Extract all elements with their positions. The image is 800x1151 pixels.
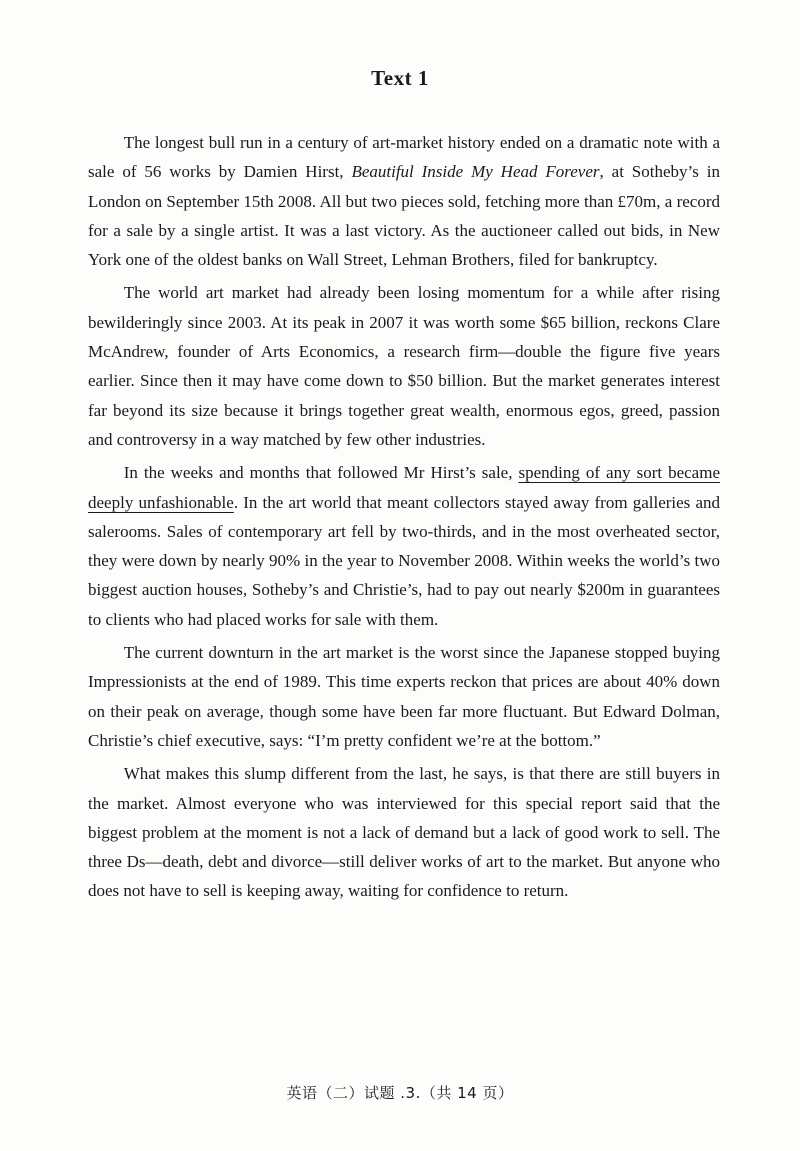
paragraph-3 — [88, 458, 720, 634]
paragraph-1-text-cont: , at Sotheby’s in London on September 15th 2008. All but two pieces sold, fetching more than £70m, a record for a sale by a single artist. It was a last victory. As the auctioneer called out bids, in New York one of the oldest banks on Wall Street, Lehman Brothers, filed for bankruptcy. — [88, 162, 720, 270]
paragraph-4 — [88, 638, 720, 755]
paragraph-2 — [88, 278, 720, 454]
page-footer: 英语（二）试题 .3.（共 14 页） — [286, 1084, 514, 1102]
paragraph-1-text: The longest bull run in a century of art-market history ended on a dramatic note with a sale of 56 works by Damien Hirst, — [88, 133, 720, 182]
artwork-title: Beautiful Inside My Head Forever — [351, 162, 600, 182]
paragraph-5 — [88, 759, 720, 905]
paragraph-4-text: The current downturn in the art market is the worst since the Japanese stopped buying Impressionists at the end of 1989. This time experts reckon that prices are about 40% down on their peak on average, though some have been far more fluctuant. But Edward Dolman, Christie’s chief executive, says: “I’m pretty confident we’re at the bottom.” — [88, 643, 720, 750]
paragraph-3-text-cont: . In the art world that meant collectors stayed away from galleries and salerooms. Sales of contemporary art fell by two-thirds, and in the most overheated sector, they were down by nearly 90% in the year to November 2008. Within weeks the world’s two biggest auction houses, Sotheby’s and Christie’s, had to pay out nearly $200m in guarantees to clients who had placed works for sale with them. — [88, 492, 720, 629]
paragraph-2-text: The world art market had already been losing momentum for a while after rising bewilderingly since 2003. At its peak in 2007 it was worth some $65 billion, reckons Clare McAndrew, founder of Arts Economics, a research firm—double the figure five years earlier. Since then it may have come down to $50 billion. But the market generates interest far beyond its size because it brings together great wealth, enormous egos, greed, passion and controversy in a way matched by few other industries. — [88, 283, 720, 449]
paragraph-3-text: In the weeks and months that followed Mr Hirst’s sale, — [123, 463, 519, 483]
page-title: Text 1 — [371, 66, 429, 90]
paragraph-5-text: What makes this slump different from the last, he says, is that there are still buyers in the market. Almost everyone who was interviewed for this special report said that the biggest problem at the moment is not a lack of demand but a lack of good work to sell. The three Ds—death, debt and divorce—still deliver works of art to the market. But anyone who does not have to sell is keeping away, waiting for confidence to return. — [88, 764, 720, 901]
paragraph-1 — [88, 128, 720, 274]
article-body — [88, 128, 720, 910]
underlined-phrase: spending of any sort became deeply unfashionable — [88, 463, 720, 512]
